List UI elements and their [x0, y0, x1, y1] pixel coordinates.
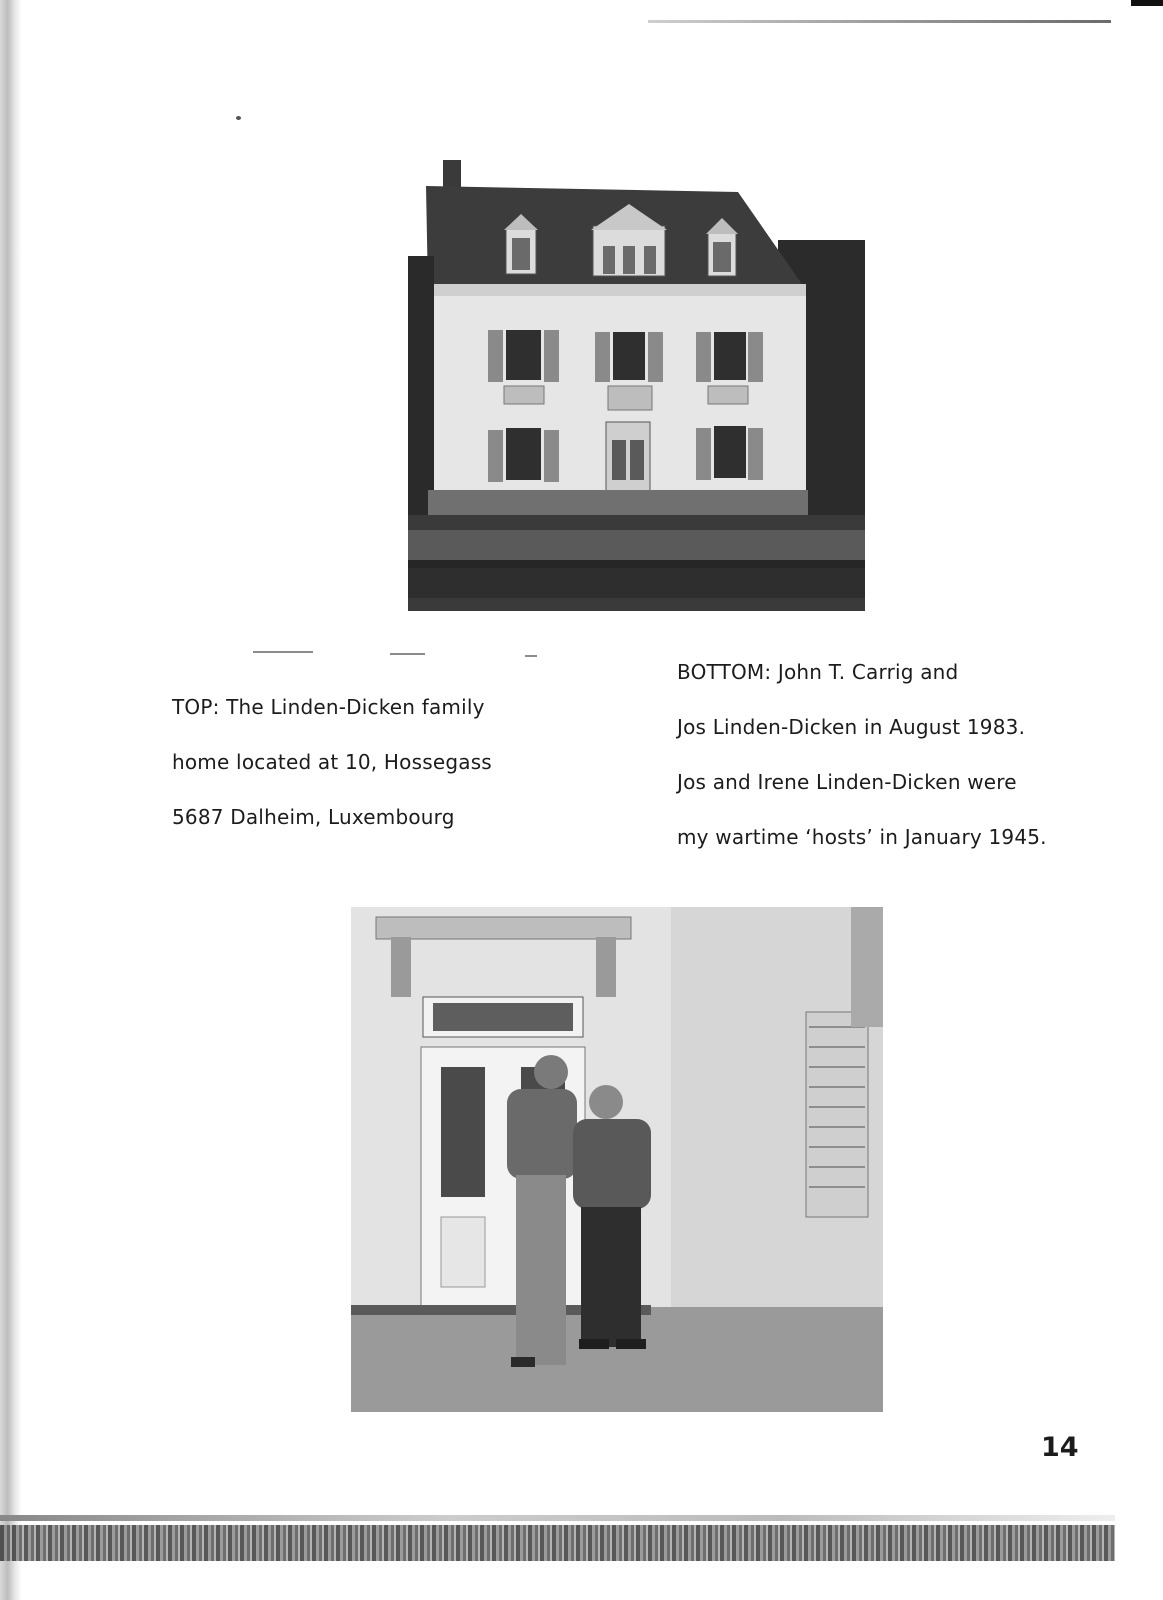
scan-dash: [390, 653, 425, 655]
caption-line: TOP: The Linden-Dicken family: [172, 695, 485, 719]
house-photo: [408, 160, 865, 611]
scan-mark: [1131, 0, 1163, 6]
caption-line: Jos and Irene Linden-Dicken were: [677, 770, 1017, 794]
caption-line: home located at 10, Hossegass: [172, 750, 492, 774]
scan-edge: [0, 0, 22, 1600]
page-number: 14: [1041, 1432, 1079, 1463]
scan-band-bottom: [0, 1525, 1115, 1561]
caption-top-photo: [172, 680, 492, 845]
caption-bottom-photo: [677, 645, 1047, 865]
scan-edge-bottom: [0, 1515, 1115, 1521]
portrait-photo: [351, 907, 883, 1412]
caption-line: my wartime ‘hosts’ in January 1945.: [677, 825, 1047, 849]
scan-dash: [525, 655, 537, 657]
scan-line: [648, 20, 1111, 23]
caption-line: BOTTOM: John T. Carrig and: [677, 660, 959, 684]
scan-dash: [253, 651, 313, 653]
caption-line: 5687 Dalheim, Luxembourg: [172, 805, 455, 829]
caption-line: Jos Linden-Dicken in August 1983.: [677, 715, 1026, 739]
dust-speck: [236, 116, 241, 120]
